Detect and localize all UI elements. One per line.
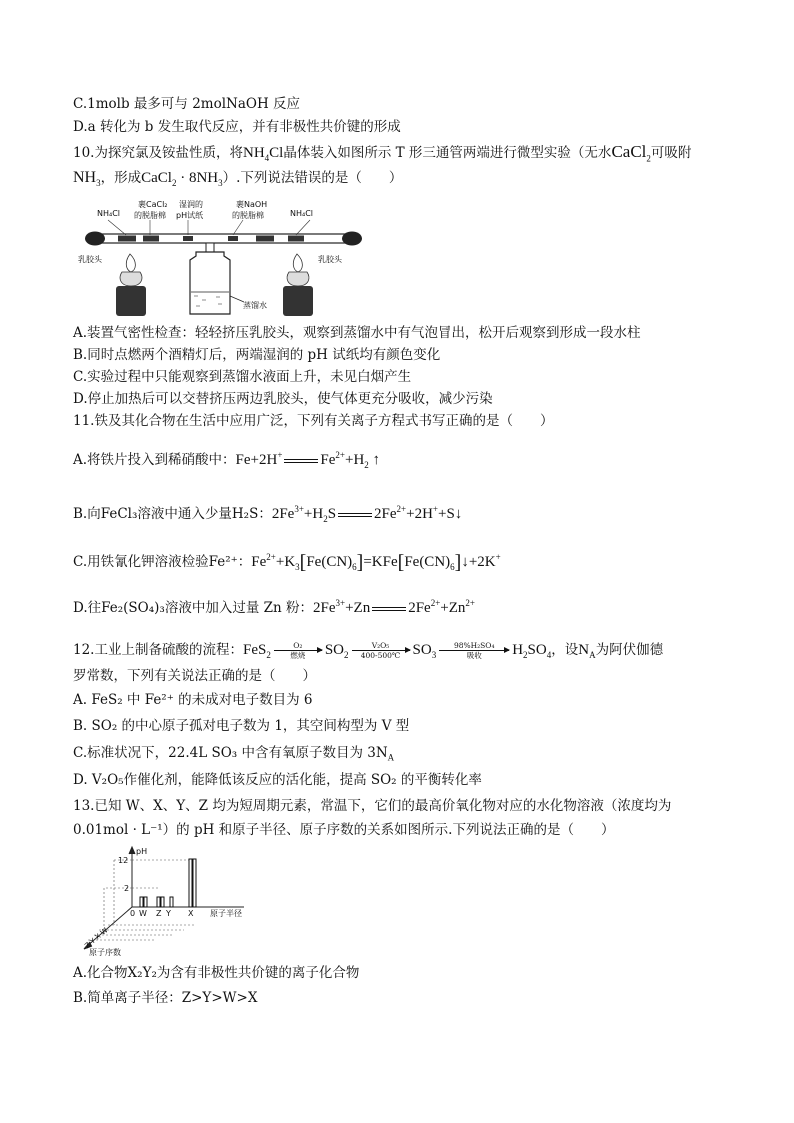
q10-stem-line2: $NH_3$，形成CaCl$_2$ · $8NH_3$）.下列说法错误的是（ ） — [73, 169, 403, 189]
t-tube-apparatus-figure — [78, 196, 378, 320]
z-axis-letters: Z Y X W — [83, 926, 110, 951]
q10-option-d: D.停止加热后可以交替挤压两边乳胶头，使气体更充分吸收，减少污染 — [73, 391, 493, 407]
q10-stem-line1: 10.为探究氯及铵盐性质，将$NH_4Cl$晶体装入如图所示 T 形三通管两端进行微型实验（无水CaCl$_2$可吸附 — [73, 142, 692, 164]
tick-12: 12 — [118, 856, 129, 865]
q12-option-b: B. SO₂ 的中心原子孤对电子数为 1，其空间构型为 V 型 — [73, 718, 410, 734]
label-naoh-line1: 裹NaOH — [236, 200, 268, 209]
label-cacl2-line2: 的脱脂棉 — [134, 211, 166, 220]
label-bulb-right: 乳胶头 — [318, 255, 342, 264]
x-label-w: W — [139, 909, 147, 918]
label-distilled-water: 蒸馏水 — [243, 301, 267, 310]
label-ph-line1: 湿润的 — [179, 200, 203, 209]
tick-0: 0 — [130, 909, 136, 918]
q13-option-a: A.化合物X₂Y₂为含有非极性共价键的离子化合物 — [73, 965, 360, 981]
q13-stem-line2: 0.01mol · L⁻¹）的 pH 和原子半径、原子序数的关系如图所示.下列说法正确的是（ ） — [73, 822, 615, 838]
q12-option-c: C.标准状况下，22.4L SO₃ 中含有氧原子数目为 $3N_A$ — [73, 745, 395, 763]
label-bulb-left: 乳胶头 — [78, 255, 102, 264]
ph-axis-label: pH — [136, 847, 148, 856]
q12-option-d: D. V₂O₅作催化剂，能降低该反应的活化能，提高 SO₂ 的平衡转化率 — [73, 772, 482, 788]
q11-option-a: A.将铁片投入到稀硝酸中：Fe+2H+ $Fe^{2+}+H_2$ ↑ — [73, 450, 381, 470]
tick-2: 2 — [124, 884, 130, 893]
x-label-z: Z — [156, 909, 162, 918]
q10-option-b: B.同时点燃两个酒精灯后，两端湿润的 pH 试纸均有颜色变化 — [73, 347, 441, 363]
q9-option-c: C.1molb 最多可与 2molNaOH 反应 — [73, 96, 301, 112]
q11-option-d: D.往Fe₂(SO₄)₃溶液中加入过量 Zn 粉：$2Fe^{3+}+Zn$ $2Fe^{2+}+Zn^{2+}$ — [73, 598, 475, 616]
q12-stem-line1: 12.工业上制备硫酸的流程：FeS$_2$ O₂ 燃烧 $SO_2$ $\frac{\text{V₂O₅}}{400-500℃}$ $SO_3$ 98%H₂SO₄ 吸收 $H_2SO_4$，设$N_A$为阿伏伽德 — [73, 641, 664, 660]
label-nh4cl-left: NH₄Cl — [97, 209, 121, 218]
ph-radius-number-chart — [74, 845, 314, 957]
q10-option-a: A.装置气密性检查：轻轻挤压乳胶头，观察到蒸馏水中有气泡冒出，松开后观察到形成一段水柱 — [73, 325, 641, 341]
label-ph-line2: pH试纸 — [176, 211, 204, 220]
q10-option-c: C.实验过程中只能观察到蒸馏水液面上升，未见白烟产生 — [73, 369, 412, 385]
label-nh4cl-right: NH₄Cl — [290, 209, 314, 218]
q13-option-b: B.简单离子半径：Z>Y>W>X — [73, 990, 258, 1006]
x-label-x: X — [188, 909, 194, 918]
q12-stem-line2: 罗常数，下列有关说法正确的是（ ） — [73, 668, 316, 684]
q11-option-c: C.用铁氰化钾溶液检验Fe²⁺：$Fe^{2+}+K_3[Fe(CN)_6]=KFe[Fe(CN)_6]↓+2K^+$ — [73, 551, 501, 574]
label-cacl2-line1: 裹CaCl₂ — [138, 200, 168, 209]
q13-stem-line1: 13.已知 W、X、Y、Z 均为短周期元素，常温下，它们的最高价氧化物对应的水化物溶液（浓度均为 — [73, 798, 672, 814]
q11-option-b: B.向FeCl₃溶液中通入少量H₂S：$2Fe^{3+}+H_2S$ $2Fe^{2+}+2H^++S↓$ — [73, 504, 463, 524]
q11-stem: 11.铁及其化合物在生活中应用广泛，下列有关离子方程式书写正确的是（ ） — [73, 413, 554, 429]
number-axis-label: 原子序数 — [89, 948, 121, 957]
q12-option-a: A. FeS₂ 中 Fe²⁺ 的未成对电子数目为 6 — [73, 692, 313, 708]
x-label-y: Y — [166, 909, 171, 918]
radius-axis-label: 原子半径 — [210, 909, 242, 918]
label-naoh-line2: 的脱脂棉 — [232, 211, 264, 220]
q9-option-d: D.a 转化为 b 发生取代反应，并有非极性共价键的形成 — [73, 119, 401, 135]
